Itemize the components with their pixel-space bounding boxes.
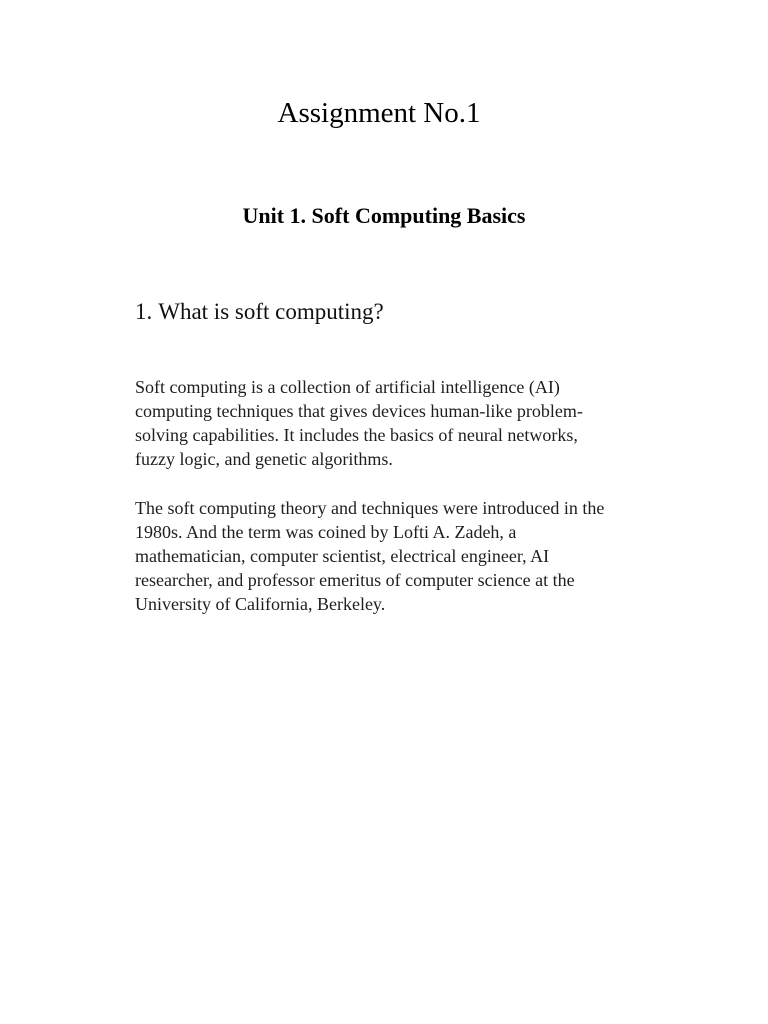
paragraph-line: fuzzy logic, and genetic algorithms.: [135, 449, 393, 469]
paragraph-line: researcher, and professor emeritus of computer science at the: [135, 570, 575, 590]
answer-paragraph-2: [135, 496, 675, 616]
paragraph-line: solving capabilities. It includes the basics of neural networks,: [135, 425, 578, 445]
question-number: 1.: [135, 299, 153, 324]
unit-heading: Unit 1. Soft Computing Basics: [242, 203, 526, 228]
paragraph-line: 1980s. And the term was coined by Lofti A. Zadeh, a: [135, 522, 517, 542]
question-heading: [135, 296, 384, 328]
paragraph-line: computing techniques that gives devices human-like problem-: [135, 401, 583, 421]
paragraph-line: mathematician, computer scientist, electrical engineer, AI: [135, 546, 550, 566]
paragraph-line: The soft computing theory and techniques were introduced in the: [135, 498, 605, 518]
paragraph-line: University of California, Berkeley.: [135, 594, 386, 614]
question-text: What is soft computing?: [158, 299, 384, 324]
assignment-title: Assignment No.1: [277, 97, 481, 129]
paragraph-line: Soft computing is a collection of artificial intelligence (AI): [135, 377, 560, 397]
answer-paragraph-1: [135, 375, 675, 471]
